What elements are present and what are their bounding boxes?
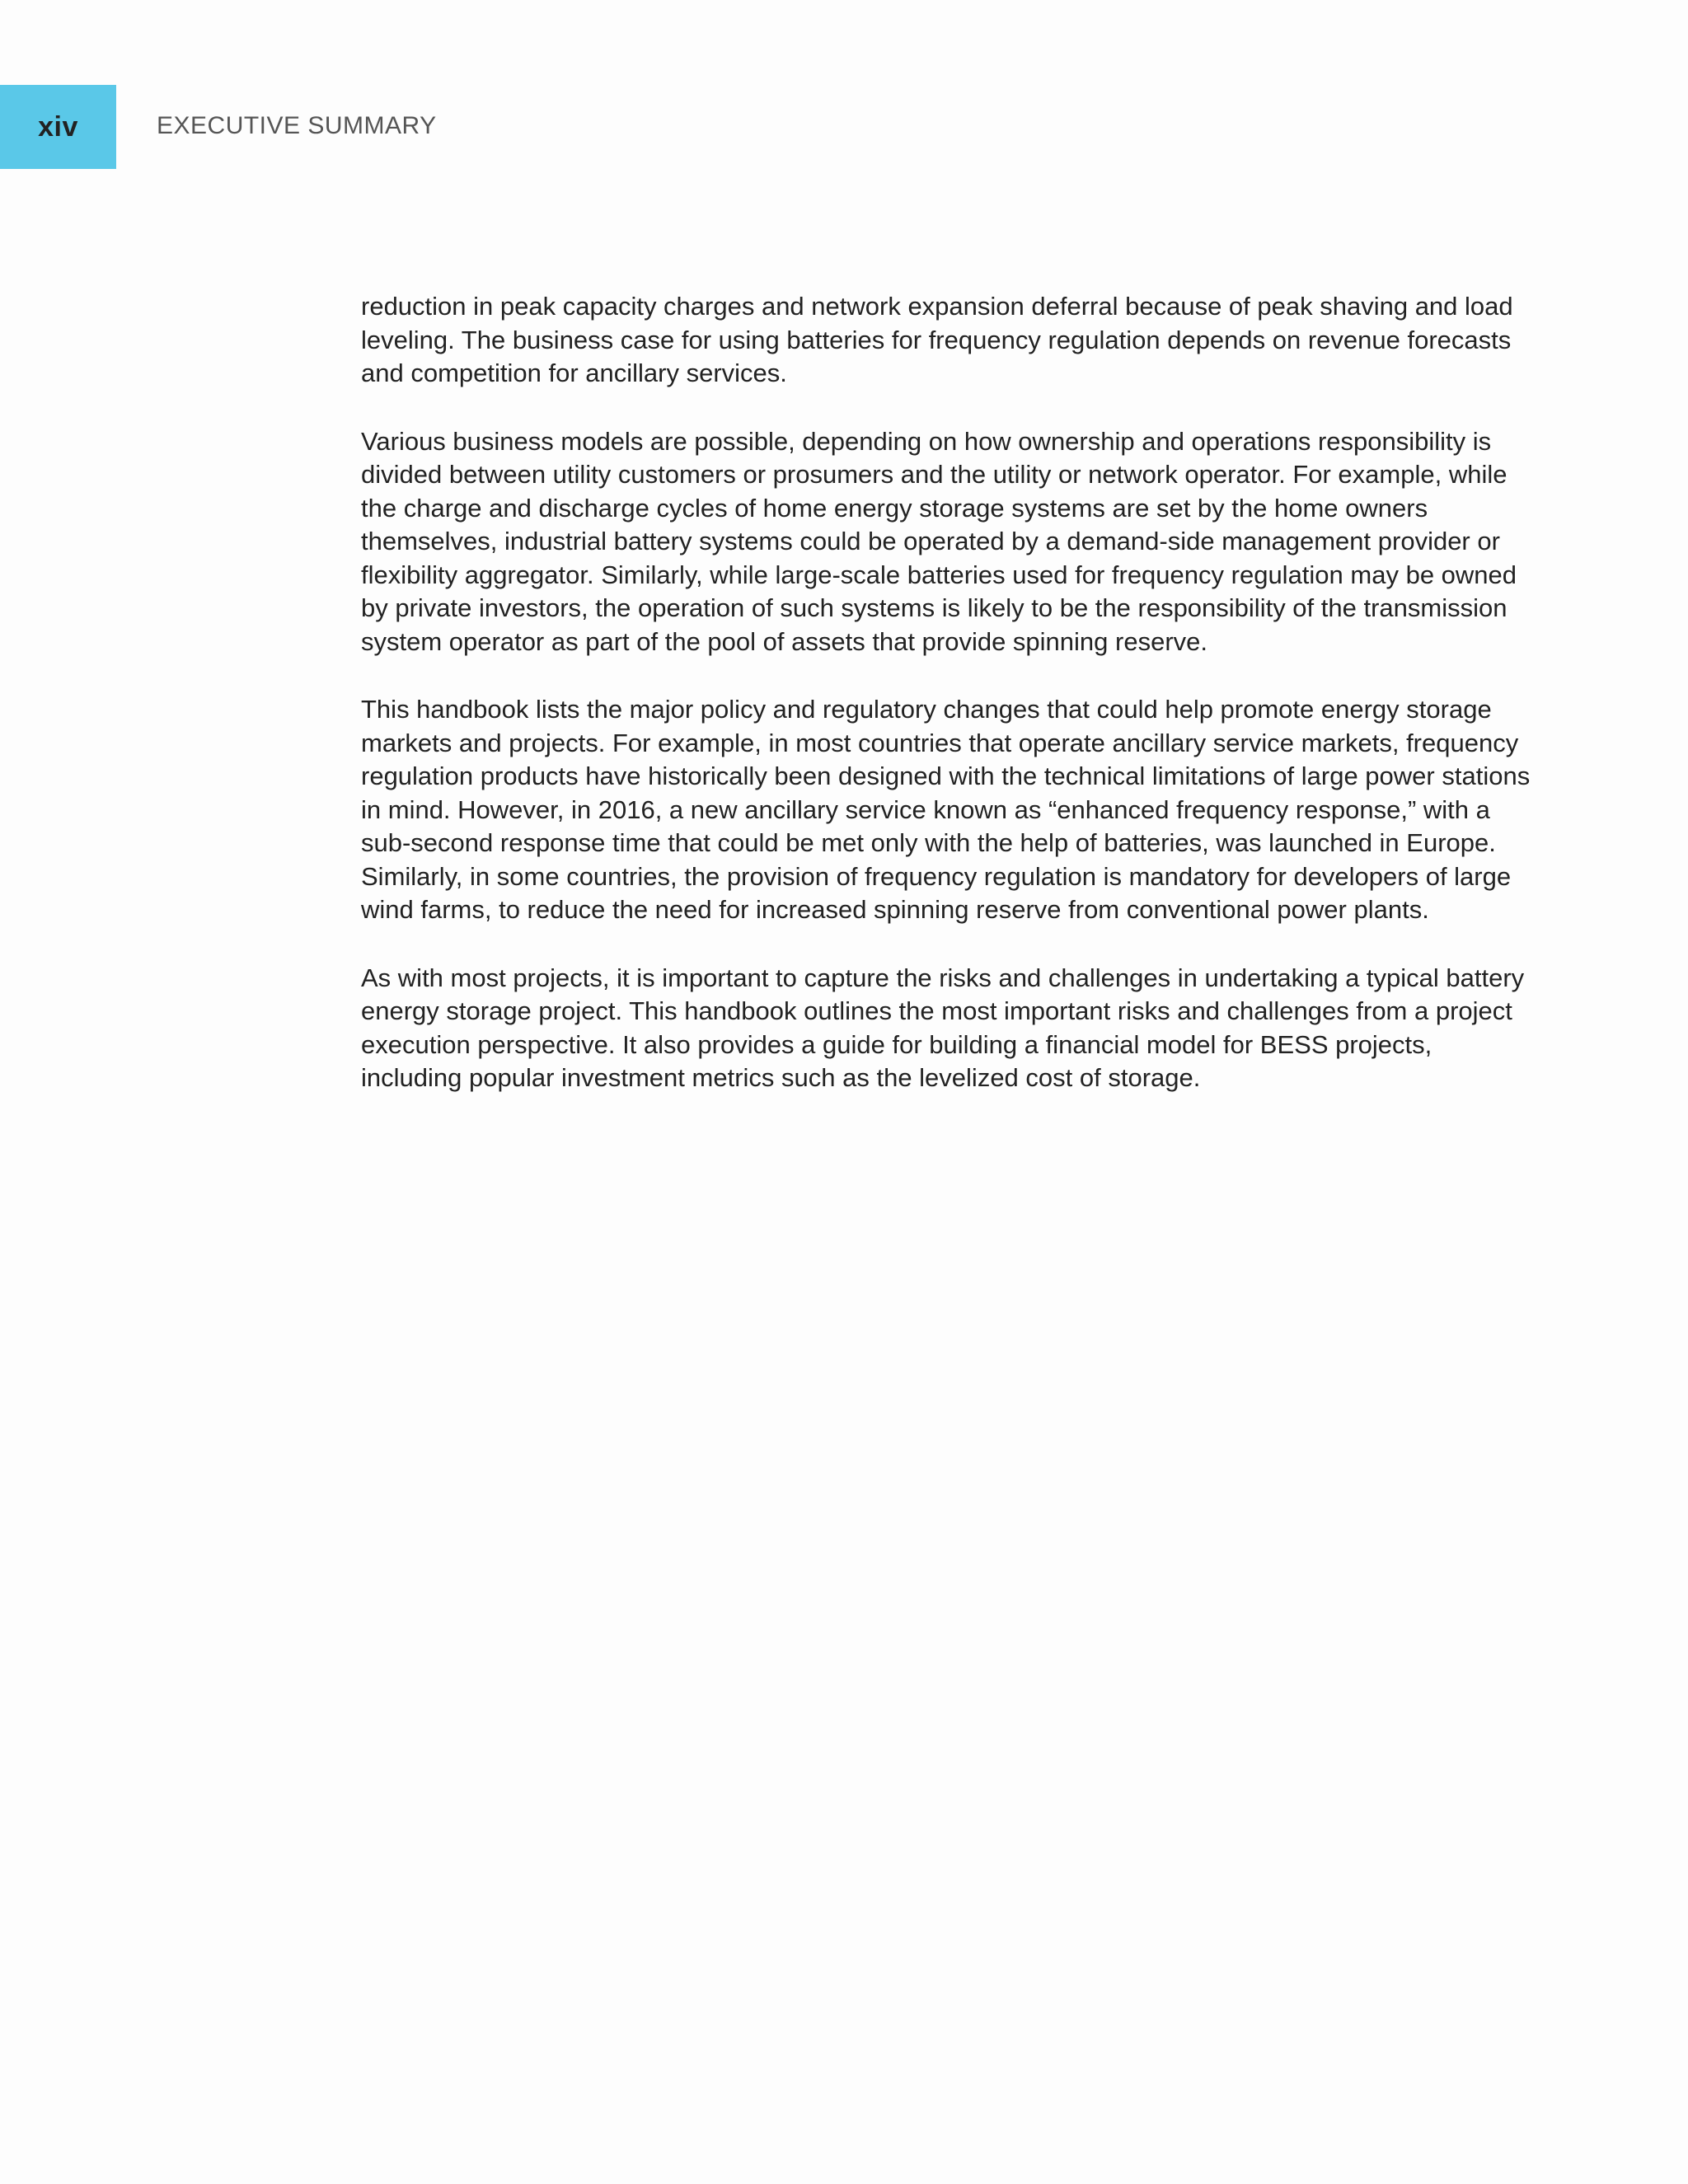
section-title: EXECUTIVE SUMMARY [157, 112, 437, 139]
paragraph-3: This handbook lists the major policy and regulatory changes that could help promote energy storage markets and projects. For example, in most countries that operate ancillary service markets, frequency regulation products have historically been designed with the technical limitations of large power stations in mind. However, in 2016, a new ancillary service known as “enhanced frequency response,” with a sub-second response time that could be met only with the help of batteries, was launched in Europe. Similarly, in some countries, the provision of frequency regulation is mandatory for developers of large wind farms, to reduce the need for increased spinning reserve from conventional power plants. [361, 695, 1531, 924]
paragraph-4: As with most projects, it is important to capture the risks and challenges in undertaking a typical battery energy storage project. This handbook outlines the most important risks and challenges from a project execution perspective. It also provides a guide for building a financial model for BESS projects, including popular investment metrics such as the levelized cost of storage. [361, 963, 1525, 1092]
page-number: xiv [38, 110, 78, 143]
page-number-tab [0, 85, 116, 169]
body-text [361, 290, 1531, 1095]
paragraph-2: Various business models are possible, depending on how ownership and operations responsibility is divided between utility customers or prosumers and the utility or network operator. For example, while the charge and discharge cycles of home energy storage systems are set by the home owners themselves, industrial battery systems could be operated by a demand-side management provider or flexibility aggregator. Similarly, while large-scale batteries used for frequency regulation may be owned by private investors, the operation of such systems is likely to be the responsibility of the transmission system operator as part of the pool of assets that provide spinning reserve. [361, 426, 1517, 656]
paragraph-1: reduction in peak capacity charges and network expansion deferral because of peak shaving and load leveling. The business case for using batteries for frequency regulation depends on revenue forecasts and competition for ancillary services. [361, 292, 1513, 387]
